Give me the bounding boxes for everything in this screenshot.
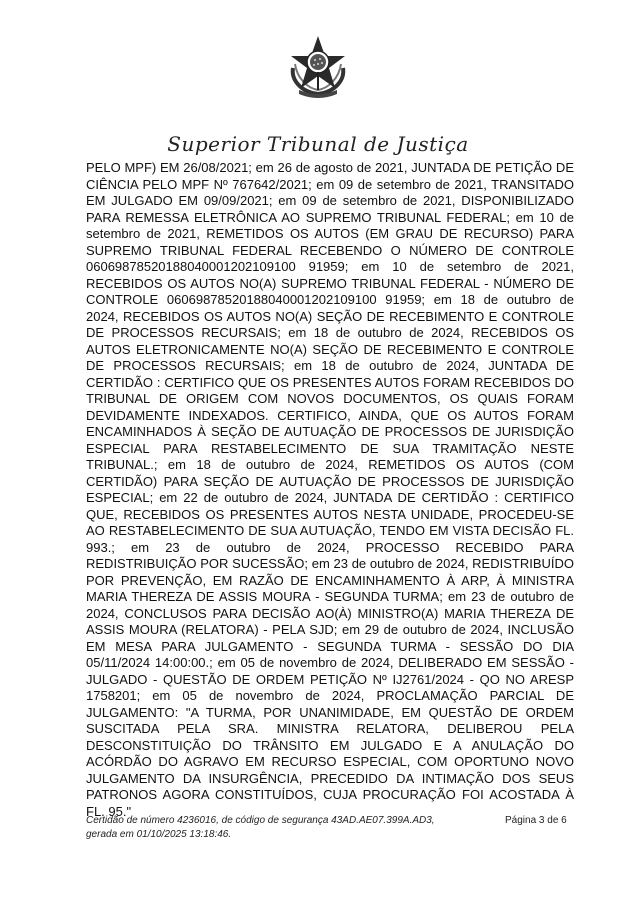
page-number: Página 3 de 6 xyxy=(505,815,567,826)
certificate-info xyxy=(86,814,486,842)
document-header xyxy=(0,34,636,156)
court-name: Superior Tribunal de Justiça xyxy=(167,132,469,156)
document-body-text: PELO MPF) EM 26/08/2021; em 26 de agosto de 2021, JUNTADA DE PETIÇÃO DE CIÊNCIA PELO MPF Nº 767642/2021; em 09 de setembro de 2021, TRANSITADO EM JULGADO EM 09/09/2021; em 09 de setembro de 2021, DISPONIBILIZADO PARA REMESSA ELETRÔNICA AO SUPREMO TRIBUNAL FEDERAL; em 10 de setembro de 2021, REMETIDOS OS AUTOS (EM GRAU DE RECURSO) PARA SUPREMO TRIBUNAL FEDERAL RECEBENDO O NÚMERO DE CONTROLE 06069878520188040001202109100 91959; em 10 de setembro de 2021, RECEBIDOS OS AUTOS NO(A) SUPREMO TRIBUNAL FEDERAL - NÚMERO DE CONTROLE 06069878520188040001202109100 91959; em 18 de outubro de 2024, RECEBIDOS OS AUTOS NO(A) SEÇÃO DE RECEBIMENTO E CONTROLE DE PROCESSOS RECURSAIS; em 18 de outubro de 2024, RECEBIDOS OS AUTOS ELETRONICAMENTE NO(A) SEÇÃO DE RECEBIMENTO E CONTROLE DE PROCESSOS RECURSAIS; em 18 de outubro de 2024, JUNTADA DE CERTIDÃO : CERTIFICO QUE OS PRESENTES AUTOS FORAM RECEBIDOS DO TRIBUNAL DE ORIGEM COM NOVOS DOCUMENTOS, OS QUAIS FORAM DEVIDAMENTE INDEXADOS. CERTIFICO, AINDA, QUE OS AUTOS FORAM ENCAMINHADOS À SEÇÃO DE AUTUAÇÃO DE PROCESSOS DE JURISDIÇÃO ESPECIAL PARA RESTABELECIMENTO DE SUA TRAMITAÇÃO NESTE TRIBUNAL.; em 18 de outubro de 2024, REMETIDOS OS AUTOS (COM CERTIDÃO) PARA SEÇÃO DE AUTUAÇÃO DE PROCESSOS DE JURISDIÇÃO ESPECIAL; em 22 de outubro de 2024, JUNTADA DE CERTIDÃO : CERTIFICO QUE, RECEBIDOS OS PRESENTES AUTOS NESTA UNIDADE, PROCEDEU-SE AO RESTABELECIMENTO DE SUA AUTUAÇÃO, TENDO EM VISTA DECISÃO FL. 993.; em 23 de outubro de 2024, PROCESSO RECEBIDO PARA REDISTRIBUIÇÃO POR SUCESSÃO; em 23 de outubro de 2024, REDISTRIBUÍDO POR PREVENÇÃO, EM RAZÃO DE ENCAMINHAMENTO À ARP, À MINISTRA MARIA THEREZA DE ASSIS MOURA - SEGUNDA TURMA; em 23 de outubro de 2024, CONCLUSOS PARA DECISÃO AO(À) MINISTRO(A) MARIA THEREZA DE ASSIS MOURA (RELATORA) - PELA SJD; em 29 de outubro de 2024, INCLUSÃO EM MESA PARA JULGAMENTO - SEGUNDA TURMA - SESSÃO DO DIA 05/11/2024 14:00:00.; em 05 de novembro de 2024, DELIBERADO EM SESSÃO - JULGADO - QUESTÃO DE ORDEM PETIÇÃO Nº IJ2761/2024 - QO NO ARESP 1758201; em 05 de novembro de 2024, PROCLAMAÇÃO PARCIAL DE JULGAMENTO: "A TURMA, POR UNANIMIDADE, EM QUESTÃO DE ORDEM SUSCITADA PELA SRA. MINISTRA RELATORA, DELIBEROU PELA DESCONSTITUIÇÃO DO TRÂNSITO EM JULGADO E A ANULAÇÃO DO ACÓRDÃO DO AGRAVO EM RECURSO ESPECIAL, COM OPORTUNO NOVO JULGAMENTO DA INSURGÊNCIA, PRECEDIDO DA INTIMAÇÃO DOS SEUS PATRONOS AGORA CONSTITUÍDOS, CUJA PROCURAÇÃO FOI ACOSTADA À FL. 95." xyxy=(86,160,574,819)
coat-of-arms-icon xyxy=(287,34,349,98)
certificate-line-2: gerada em 01/10/2025 13:18:46. xyxy=(86,829,232,840)
certificate-line-1: Certidão de número 4236016, de código de segurança 43AD.AE07.399A.AD3, xyxy=(86,815,435,826)
